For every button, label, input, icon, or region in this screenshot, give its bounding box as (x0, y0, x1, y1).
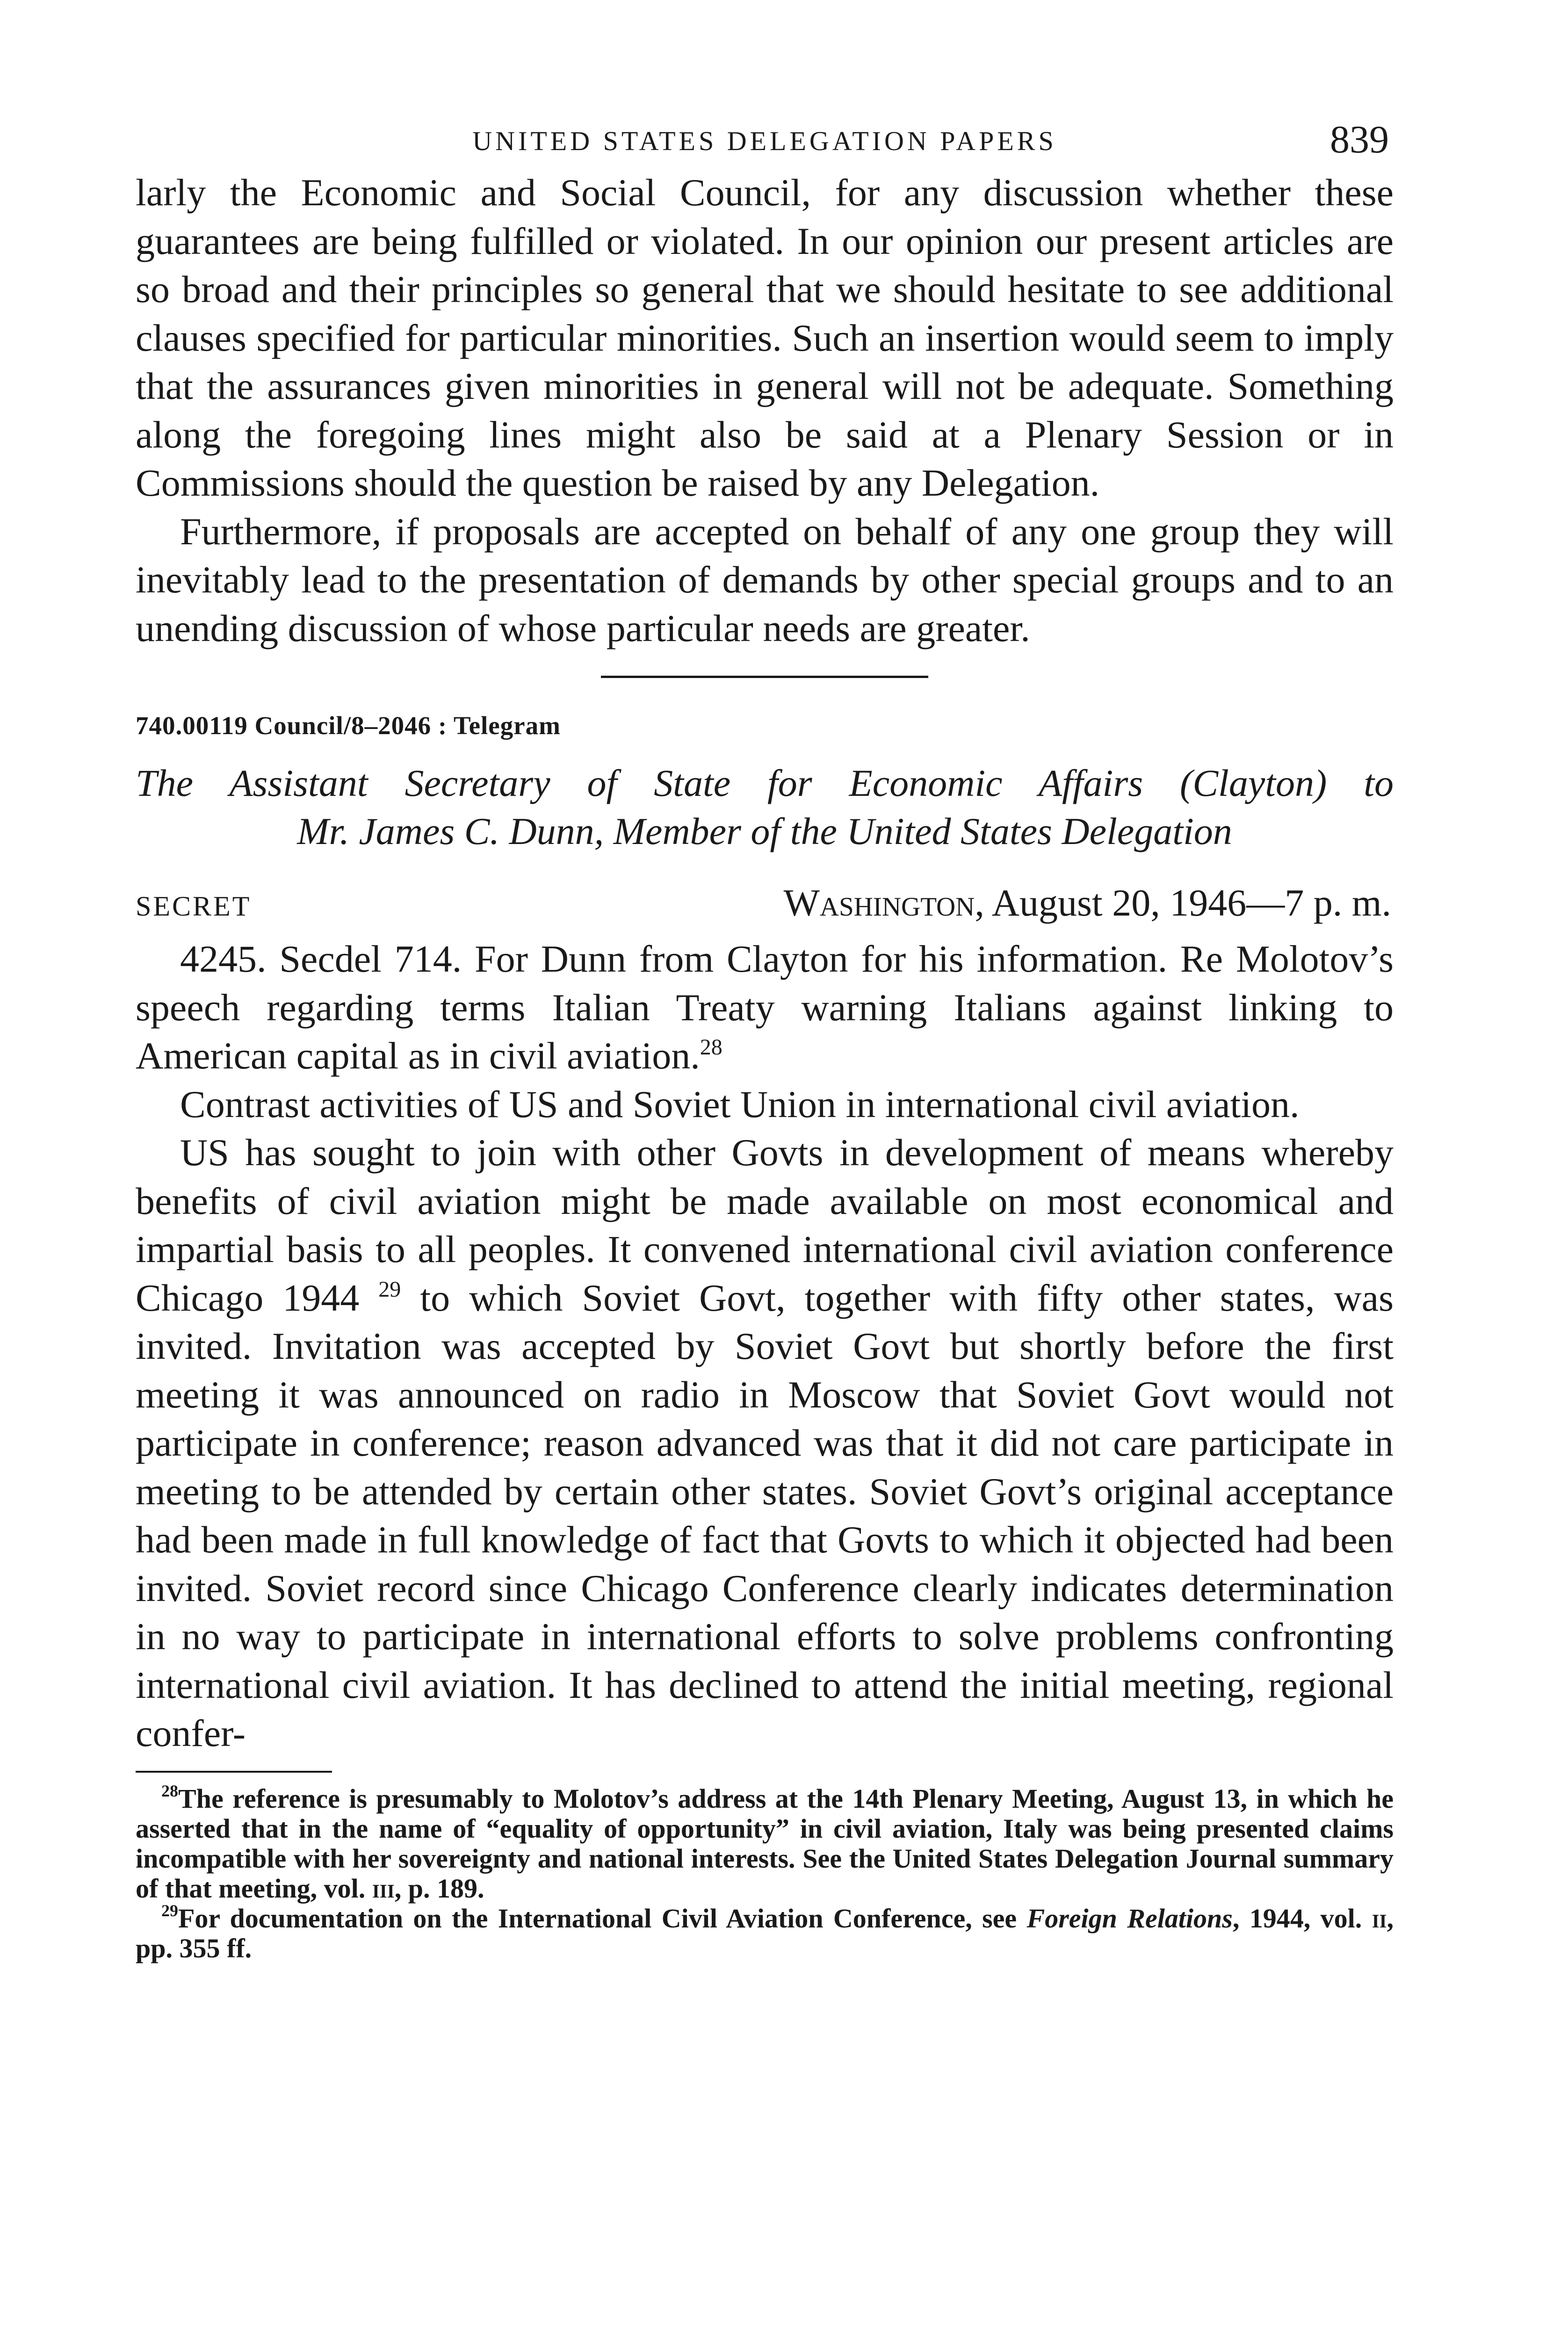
footnote-29-text-a: For documentation on the International Civil Aviation Conference, see (178, 1903, 1017, 1934)
telegram-paragraph-3-text-b: to which Soviet Govt, together with fifty other states, was invited. Invitation was accepted by Soviet Govt but shortly before the first meeting it was announced on radio in Moscow that Soviet Govt would not participate in conference; reason advanced was that it did not care participate in meeting to be attended by certain other states. Soviet Govt’s original acceptance had been made in full knowledge of fact that Govts to which it objected had been invited. Soviet record since Chicago Conference clearly indicates determination in no way to participate in international efforts to solve problems confronting international civil aviation. It has declined to attend the initial meeting, regional confer- (136, 1276, 1394, 1754)
telegram-body (136, 935, 1394, 1758)
footnote-28-volume: iii (372, 1873, 395, 1904)
footnotes (136, 1781, 1394, 1963)
section-divider (601, 676, 928, 678)
footnote-divider (136, 1771, 332, 1773)
paragraph-furthermore: Furthermore, if proposals are accepted on behalf of any one group they will inevitably lead to the presentation of demands by other special groups and to an unending discussion of whose particular needs are greater. (136, 510, 1394, 649)
document-title (136, 759, 1394, 855)
document-page (136, 117, 1394, 1963)
document-title-line-2: Mr. James C. Dunn, Member of the United States Delegation (297, 810, 1232, 852)
date-place (783, 881, 1391, 925)
continued-text (136, 168, 1394, 652)
footnote-28-text-a: The reference is presumably to Molotov’s address at the 14th Plenary Meeting, August 13, in which he asserted that in the name of “equality of opportunity” in civil aviation, Italy was being presented claims incompatible with her sovereignty and national interests. See the United States Delegation Journal summary of that meeting, vol. (136, 1783, 1394, 1904)
telegram-paragraph-2: Contrast activities of US and Soviet Union in international civil aviation. (180, 1082, 1300, 1126)
footnote-29-series: Foreign Relations (1026, 1903, 1233, 1934)
document-title-line-1: The Assistant Secretary of State for Economic Affairs (Clayton) to (136, 762, 1394, 804)
telegram-paragraph-3-text-a: US has sought to join with other Govts in development of means whereby benefits of civil aviation might be made available on most economical and impartial basis to all peoples. It convened international civil aviation conference Chicago 1944 (136, 1131, 1394, 1319)
telegram-paragraph-3 (136, 1128, 1394, 1758)
footnote-29-number: 29 (161, 1901, 178, 1920)
paragraph-continued: larly the Economic and Social Council, for any discussion whether these guarantees are being fulfilled or violated. In our opinion our present articles are so broad and their principles so general that we should hesitate to see additional clauses specified for particular minorities. Such an insertion would seem to imply that the assurances given minorities in general will not be adequate. Something along the foregoing lines might also be said at a Plenary Session or in Commissions should the question be raised by any Delegation. (136, 171, 1394, 504)
telegram-paragraph-1-text: 4245. Secdel 714. For Dunn from Clayton for his information. Re Molotov’s speech regarding terms Italian Treaty warning Italians against linking to American capital as in civil aviation. (136, 938, 1394, 1077)
footnote-28-number: 28 (161, 1781, 178, 1800)
date-city: Washington (783, 881, 975, 924)
footnote-29-text-c: , pp. 355 ff. (136, 1903, 1394, 1963)
footnote-ref-29[interactable]: 29 (378, 1277, 401, 1302)
footnote-28-text-b: , p. 189. (394, 1873, 484, 1904)
dateline (136, 881, 1394, 935)
footnote-28 (136, 1781, 1394, 1904)
telegram-paragraph-1 (136, 935, 1394, 1080)
footnote-ref-28[interactable]: 28 (700, 1035, 723, 1060)
running-head (136, 117, 1394, 168)
date-text: , August 20, 1946—7 p. m. (975, 881, 1391, 924)
classification-label: SECRET (136, 891, 252, 922)
footnote-29 (136, 1901, 1394, 1963)
footnote-29-volume: ii (1372, 1903, 1387, 1934)
page-number: 839 (1330, 118, 1389, 161)
running-head-title: UNITED STATES DELEGATION PAPERS (472, 126, 1057, 156)
footnote-29-text-b: , 1944, vol. (1232, 1903, 1362, 1934)
file-reference: 740.00119 Council/8–2046 : Telegram (136, 711, 561, 740)
